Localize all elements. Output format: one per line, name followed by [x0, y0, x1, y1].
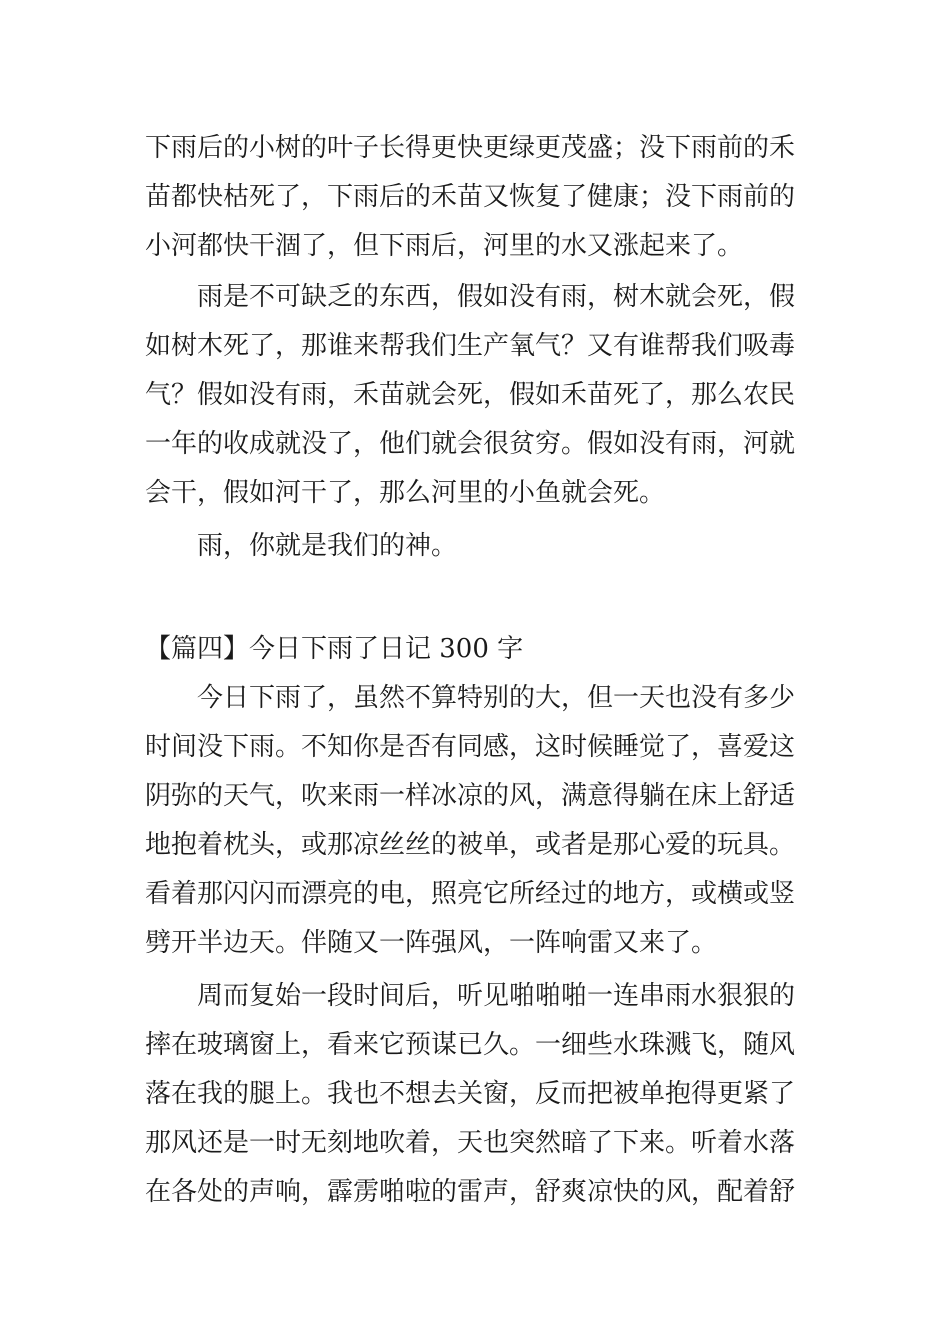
text-line: 小河都快干涸了，但下雨后，河里的水又涨起来了。	[145, 231, 744, 261]
text-line: 如树木死了，那谁来帮我们生产氧气？又有谁帮我们吸毒	[145, 331, 796, 361]
paragraph-rain-benefits	[145, 124, 810, 271]
text-line: 雨，你就是我们的神。	[197, 531, 458, 561]
text-line: 雨是不可缺乏的东西，假如没有雨，树木就会死，假	[197, 282, 796, 312]
text-line: 劈开半边天。伴随又一阵强风，一阵响雷又来了。	[145, 928, 718, 958]
text-line: 摔在玻璃窗上，看来它预谋已久。一细些水珠溅飞，随风	[145, 1030, 796, 1060]
text-line: 地抱着枕头，或那凉丝丝的被单，或者是那心爱的玩具。	[145, 830, 796, 860]
paragraph-diary-window	[145, 972, 810, 1217]
text-line: 周而复始一段时间后，听见啪啪啪一连串雨水狠狠的	[197, 981, 796, 1011]
paragraph-rain-essential	[145, 273, 810, 518]
text-line: 苗都快枯死了，下雨后的禾苗又恢复了健康；没下雨前的	[145, 182, 796, 212]
text-line: 会干，假如河干了，那么河里的小鱼就会死。	[145, 478, 666, 508]
paragraph-diary-intro	[145, 674, 810, 968]
text-line: 时间没下雨。不知你是否有同感，这时候睡觉了，喜爱这	[145, 732, 796, 762]
text-line: 阴弥的天气，吹来雨一样冰凉的风，满意得躺在床上舒适	[145, 781, 796, 811]
text-line: 气？假如没有雨，禾苗就会死，假如禾苗死了，那么农民	[145, 380, 796, 410]
text-line: 今日下雨了，虽然不算特别的大，但一天也没有多少	[197, 683, 796, 713]
paragraph-rain-god	[145, 522, 810, 571]
text-line: 那风还是一时无刻地吹着，天也突然暗了下来。听着水落	[145, 1128, 796, 1158]
text-line: 落在我的腿上。我也不想去关窗，反而把被单抱得更紧了	[145, 1079, 796, 1109]
text-line: 在各处的声响，霹雳啪啦的雷声，舒爽凉快的风，配着舒	[145, 1177, 796, 1207]
section-heading: 【篇四】今日下雨了日记 300 字	[145, 634, 524, 664]
text-line: 下雨后的小树的叶子长得更快更绿更茂盛；没下雨前的禾	[145, 133, 796, 163]
text-line: 一年的收成就没了，他们就会很贫穷。假如没有雨，河就	[145, 429, 796, 459]
text-line: 看着那闪闪而漂亮的电，照亮它所经过的地方，或横或竖	[145, 879, 796, 909]
